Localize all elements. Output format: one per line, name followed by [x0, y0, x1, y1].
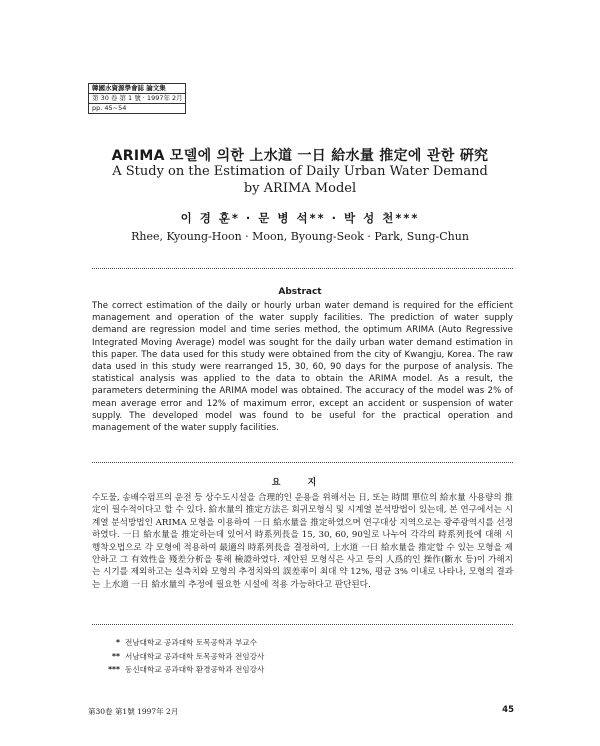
journal-pages: pp. 45~54 [92, 104, 127, 112]
journal-info-box [88, 83, 186, 114]
footnote-marker: * [116, 638, 120, 647]
divider-top [92, 268, 513, 269]
abstract-heading: Abstract [278, 287, 322, 297]
authors-korean: 이 경 훈* · 문 병 석** · 박 성 천*** [180, 211, 420, 225]
footnote-text: 전남대학교 공과대학 토목공학과 부교수 [125, 638, 257, 647]
footnote-text: 서남대학교 공과대학 토목공학과 전임강사 [125, 651, 265, 661]
footer-issue: 第30卷 第1號 1997年 2月 [88, 707, 179, 716]
footnote-text: 동신대학교 공과대학 환경공학과 전임강사 [125, 665, 265, 674]
footnote-2 [92, 650, 392, 664]
footnote-1 [92, 636, 392, 650]
title-korean: ARIMA 모델에 의한 上水道 一日 給水量 推定에 관한 硏究 [111, 148, 489, 164]
divider-bottom [92, 624, 513, 625]
summary-text: 수도물, 송배수펌프의 운전 등 상수도시설을 合理的인 운용을 위해서는 日, 또는 時間 單位의 給水量 사용량의 推定이 필수적이다고 할 수 있다. 給水量의 推定方法은 회귀모형식 및 시계열 분석방법이 있는데, 본 연구에서는 시계열 분석방법인 ARIMA 모형을 이용하여 一日 給水量을 推定하였으며 연구대상 지역으로는 광주광역시를 선정하였다. 一日 給水量을 推定하는데 있어서 時系列長을 15, 30, 60, 90일로 나누어 각각의 時系列長에 대해 시행착오법으로 각 모형에 적용하여 最適의 時系列長을 결정하여, 上水道 一日 給水量을 推定할 수 있는 모형을 제안하고 그 有效性을 殘差分析을 통해 檢證하였다. 제안된 모형식은 사고 등의 人爲的인 操作(斷水 등)이 가해지는 시기를 제외하고는 실측치와 모형의 추정치와의 誤差率이 최대 약 12%, 평균 3% 이내로 나타나, 모형의 결과는 上水道 一日 給水量의 추정에 필요한 시설에 적용 가능하다고 판단된다. [92, 493, 513, 590]
footnote-marker: *** [108, 665, 120, 674]
journal-name: 韓國水資源學會誌 論文集 [89, 84, 185, 94]
footnote-3 [92, 663, 392, 677]
page-number: 45 [502, 705, 514, 715]
abstract-text: The correct estimation of the daily or hourly urban water demand is required for the efficient management and operation of the water supply facilities. The prediction of water supply demand are regression model and time series method, the optimum ARIMA (Auto Regressive Integrated Moving Average) model was sought for the daily urban water demand estimation in this paper. The data used for this study were obtained from the city of Kwangju, Korea. The raw data used in this study were rearranged 15, 30, 60, 90 days for the purpose of analysis. The statistical analysis was applied to the data to obtain the ARIMA model. As a result, the parameters determining the ARIMA model was obtained. The accuracy of the model was 2% of mean average error and 12% of maximum error, except an accident or suspension of water supply. The developed model was found to be useful for the practical operation and management of the water supply facilities. [92, 301, 513, 434]
summary-heading: 요 지 [271, 478, 329, 488]
divider-middle [92, 462, 513, 463]
footnotes [92, 636, 392, 677]
footnote-marker: ** [112, 651, 120, 661]
journal-volume: 第 30 卷 第 1 號 · 1997年 2月 [89, 94, 185, 104]
title-english-line1: A Study on the Estimation of Daily Urban Water Demand [112, 164, 488, 179]
authors-english: Rhee, Kyoung-Hoon · Moon, Byoung-Seok · Park, Sung-Chun [131, 230, 469, 243]
title-english-line2: by ARIMA Model [243, 181, 357, 196]
